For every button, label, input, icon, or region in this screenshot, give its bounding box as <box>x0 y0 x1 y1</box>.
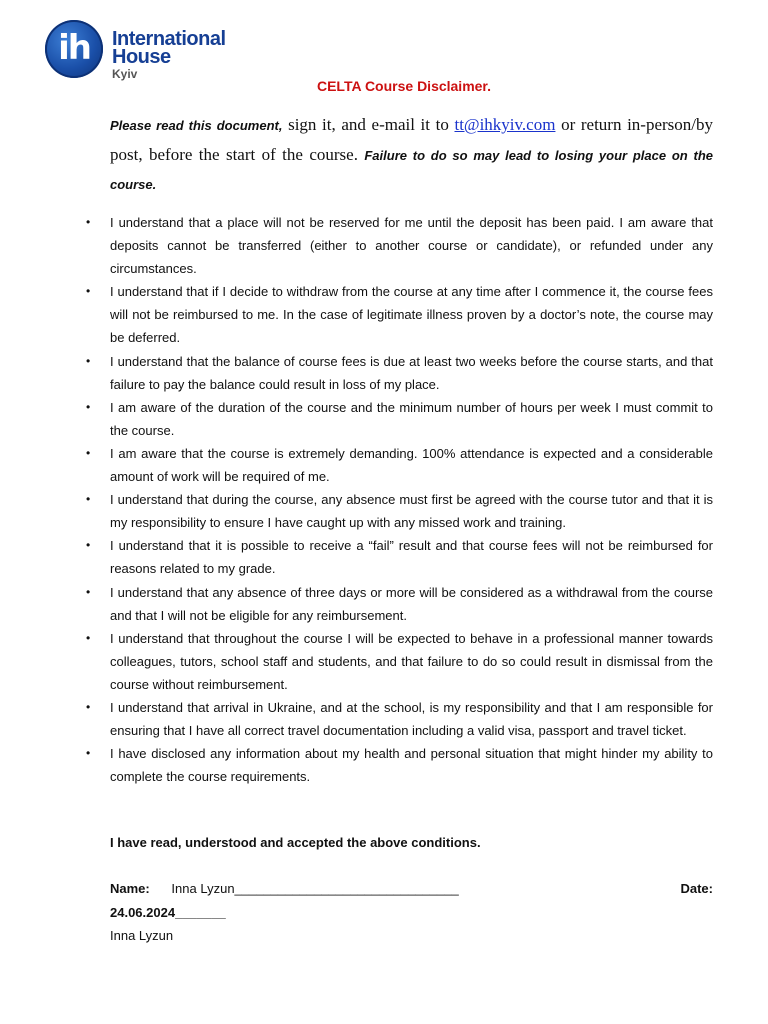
intro-text-1: sign it, and e-mail it to <box>282 115 455 134</box>
bullet-icon: • <box>86 538 91 553</box>
intro-lead: Please read this document, <box>110 118 283 133</box>
list-item <box>86 581 713 627</box>
date-label: Date: <box>680 881 713 896</box>
ih-logo <box>45 20 245 82</box>
list-item <box>86 696 713 742</box>
list-item <box>86 211 713 280</box>
list-item <box>86 627 713 696</box>
list-item-text: I understand that arrival in Ukraine, and at the school, is my responsibility and that I am responsible for ensuring that I have all correct travel documentation including a valid visa, passport and travel ticket. <box>110 699 713 739</box>
list-item-text: I understand that during the course, any absence must first be agreed with the course tutor and that it is my responsibility to ensure I have caught up with any missed work and training. <box>110 492 713 531</box>
intro-text-2: or return in-person/by post, before the start of the course. <box>110 115 713 164</box>
bullet-icon: • <box>86 492 91 507</box>
list-item-text: I understand that any absence of three days or more will be considered as a withdrawal from the course and that I will not be eligible for any reimbursement. <box>110 584 713 623</box>
name-row <box>110 881 713 896</box>
bullet-icon: • <box>86 746 91 761</box>
email-link[interactable]: tt@ihkyiv.com <box>454 115 556 134</box>
list-item-text: I am aware of the duration of the course and the minimum number of hours per week I must commit to the course. <box>110 399 713 438</box>
list-item <box>86 350 713 396</box>
date-value[interactable]: 24.06.2024_______ <box>110 905 226 920</box>
list-item <box>86 280 713 349</box>
bullet-icon: • <box>86 445 91 460</box>
list-item-text: I understand that throughout the course I will be expected to behave in a professional manner towards colleagues, tutors, school staff and students, and that failure to do so could result in dismissal from the course without reimbursement. <box>110 630 713 692</box>
confirmation-statement: I have read, understood and accepted the above conditions. <box>110 835 481 850</box>
logo-text-kyiv: Kyiv <box>112 67 138 81</box>
bullet-icon: • <box>86 399 91 414</box>
ih-logo-mark: ih <box>58 28 90 68</box>
logo-text-international: International <box>112 28 226 50</box>
list-item <box>86 442 713 488</box>
list-item-text: I understand that it is possible to receive a “fail” result and that course fees will not be reimbursed for reasons related to my grade. <box>110 538 713 577</box>
list-item <box>86 488 713 534</box>
document-title: CELTA Course Disclaimer. <box>316 78 491 94</box>
intro-warning: Failure to do so may lead to losing your place on the course. <box>110 148 713 192</box>
list-item-text: I have disclosed any information about my health and personal situation that might hinder my ability to complete the course requirements. <box>110 746 713 785</box>
list-item <box>86 396 713 442</box>
bullet-icon: • <box>86 630 91 645</box>
conditions-list <box>86 211 713 788</box>
list-item <box>86 534 713 580</box>
bullet-icon: • <box>86 353 91 368</box>
intro-paragraph <box>110 110 713 199</box>
bullet-icon: • <box>86 584 91 599</box>
name-label: Name: <box>110 881 150 896</box>
list-item-text: I understand that the balance of course fees is due at least two weeks before the course starts, and that failure to pay the balance could result in loss of my place. <box>110 353 713 392</box>
name-value[interactable]: Inna Lyzun_______________________________ <box>171 881 459 896</box>
bullet-icon: • <box>86 699 91 714</box>
signature: Inna Lyzun <box>110 928 174 943</box>
logo-text-house: House <box>112 46 171 68</box>
list-item <box>86 742 713 788</box>
list-item-text: I understand that a place will not be reserved for me until the deposit has been paid. I am aware that deposits cannot be transferred (either to another course or candidate), or refunded under any circumstances. <box>110 215 713 277</box>
list-item-text: I understand that if I decide to withdraw from the course at any time after I commence it, the course fees will not be reimbursed to me. In the case of legitimate illness proven by a doctor’s note, the course may be deferred. <box>110 284 713 346</box>
bullet-icon: • <box>86 215 91 229</box>
list-item-text: I am aware that the course is extremely demanding. 100% attendance is expected and a considerable amount of work will be required of me. <box>110 445 713 485</box>
bullet-icon: • <box>86 284 91 299</box>
